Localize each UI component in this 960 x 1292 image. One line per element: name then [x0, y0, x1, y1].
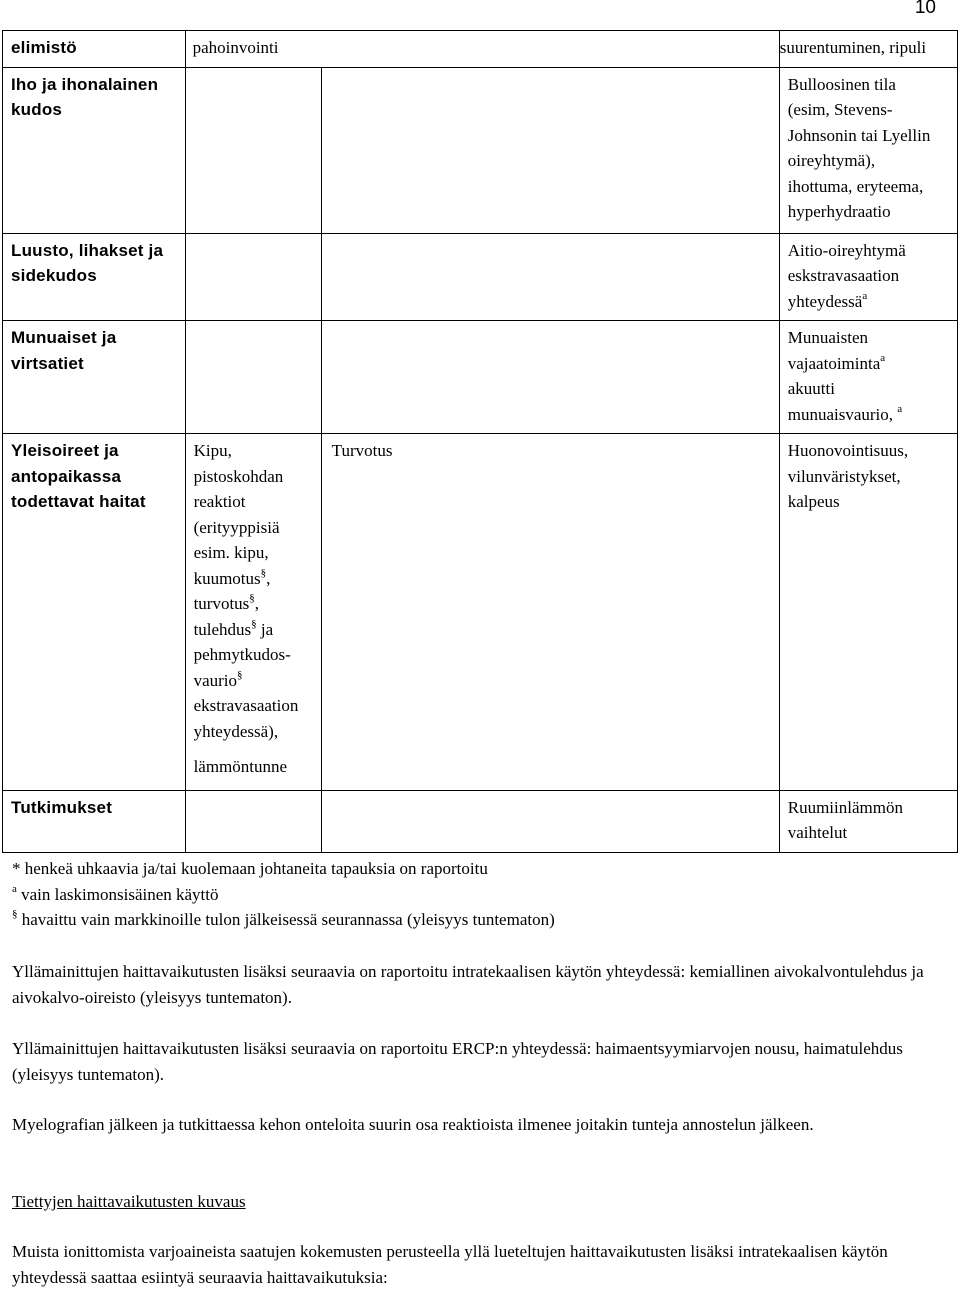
table-row-investigations	[3, 790, 958, 852]
table-footnotes	[12, 856, 732, 933]
table-row-gastro	[3, 31, 958, 68]
effect-cell-freq-unknown: suurentuminen, ripuli	[779, 31, 957, 68]
effect-cell	[321, 233, 779, 321]
organ-class-cell: Yleisoireet ja antopaikassa todettavat haitat	[3, 434, 186, 791]
effect-cell-freq-unknown: Aitio-oireyhtymä eskstravasaation yhteydessä$^a$	[779, 233, 957, 321]
organ-class-cell: Luusto, lihakset ja sidekudos	[3, 233, 186, 321]
footnote-fatal: * henkeä uhkaavia ja/tai kuolemaan johtaneita tapauksia on raportoitu	[12, 859, 488, 878]
footnote-iv-only: $^a$ vain laskimonsisäinen käyttö	[12, 882, 219, 904]
effect-cell-uncommon: Turvotus	[321, 434, 779, 791]
adverse-effects-table	[2, 30, 958, 853]
table-row-musculoskeletal	[3, 233, 958, 321]
effect-cell-freq-unknown: Bulloosinen tila (esim, Stevens- Johnsonin tai Lyellin oireyhtymä), ihottuma, eryteema, hyperhydraatio	[779, 67, 957, 233]
organ-class-cell: Tutkimukset	[3, 790, 186, 852]
effect-cell-freq-unknown: Ruumiinlämmön vaihtelut	[779, 790, 957, 852]
organ-class-cell: Munuaiset ja virtsatiet	[3, 321, 186, 434]
page-number: 10	[914, 0, 936, 18]
effect-cell	[185, 67, 321, 233]
effect-cell	[321, 790, 779, 852]
effect-cell: pahoinvointi	[185, 31, 779, 68]
effect-cell	[321, 67, 779, 233]
effect-cell-common: Kipu, pistoskohdan reaktiot (erityyppisiä esim. kipu, kuumotus§, turvotus§, tulehdus§ ja pehmytkudos- vaurio§ ekstravasaation yhteydessä), lämmöntunne	[185, 434, 321, 791]
effect-cell	[321, 321, 779, 434]
footnote-postmarketing: § havaittu vain markkinoille tulon jälkeisessä seurannassa (yleisyys tuntematon)	[12, 908, 555, 929]
paragraph-description: Muista ionittomista varjoaineista saatujen kokemusten perusteella yllä lueteltujen haittavaikutusten lisäksi intratekaalisen käytön yhteydessä saattaa esiintyä seuraavia haittavaikutuksia:	[12, 1242, 888, 1287]
organ-class-cell: Iho ja ihonalainen kudos	[3, 67, 186, 233]
paragraph-intrathecal: Yllämainittujen haittavaikutusten lisäksi seuraavia on raportoitu intratekaalisen käytön yhteydessä: kemiallinen aivokalvontulehdus ja aivokalvo-oireisto (yleisyys tuntematon).	[12, 962, 924, 1007]
table-row-renal	[3, 321, 958, 434]
organ-class-cell: elimistö	[3, 31, 186, 68]
effect-cell-freq-unknown: Munuaisten vajaatoiminta$^a$ akuutti munuaisvaurio, $^a$	[779, 321, 957, 434]
effect-cell-freq-unknown: Huonovointisuus, vilunväristykset, kalpeus	[779, 434, 957, 791]
paragraph-ercp: Yllämainittujen haittavaikutusten lisäksi seuraavia on raportoitu ERCP:n yhteydessä: haimaentsyymiarvojen nousu, haimatulehdus (yleisyys tuntematon).	[12, 1039, 903, 1084]
table-row-general	[3, 434, 958, 791]
paragraph-myelography: Myelografian jälkeen ja tutkittaessa kehon onteloita suurin osa reaktioista ilmenee joitakin tunteja annostelun jälkeen.	[12, 1115, 814, 1134]
table-row-skin	[3, 67, 958, 233]
effect-cell	[185, 233, 321, 321]
effect-cell	[185, 790, 321, 852]
section-heading: Tiettyjen haittavaikutusten kuvaus	[12, 1192, 246, 1211]
effect-cell	[185, 321, 321, 434]
